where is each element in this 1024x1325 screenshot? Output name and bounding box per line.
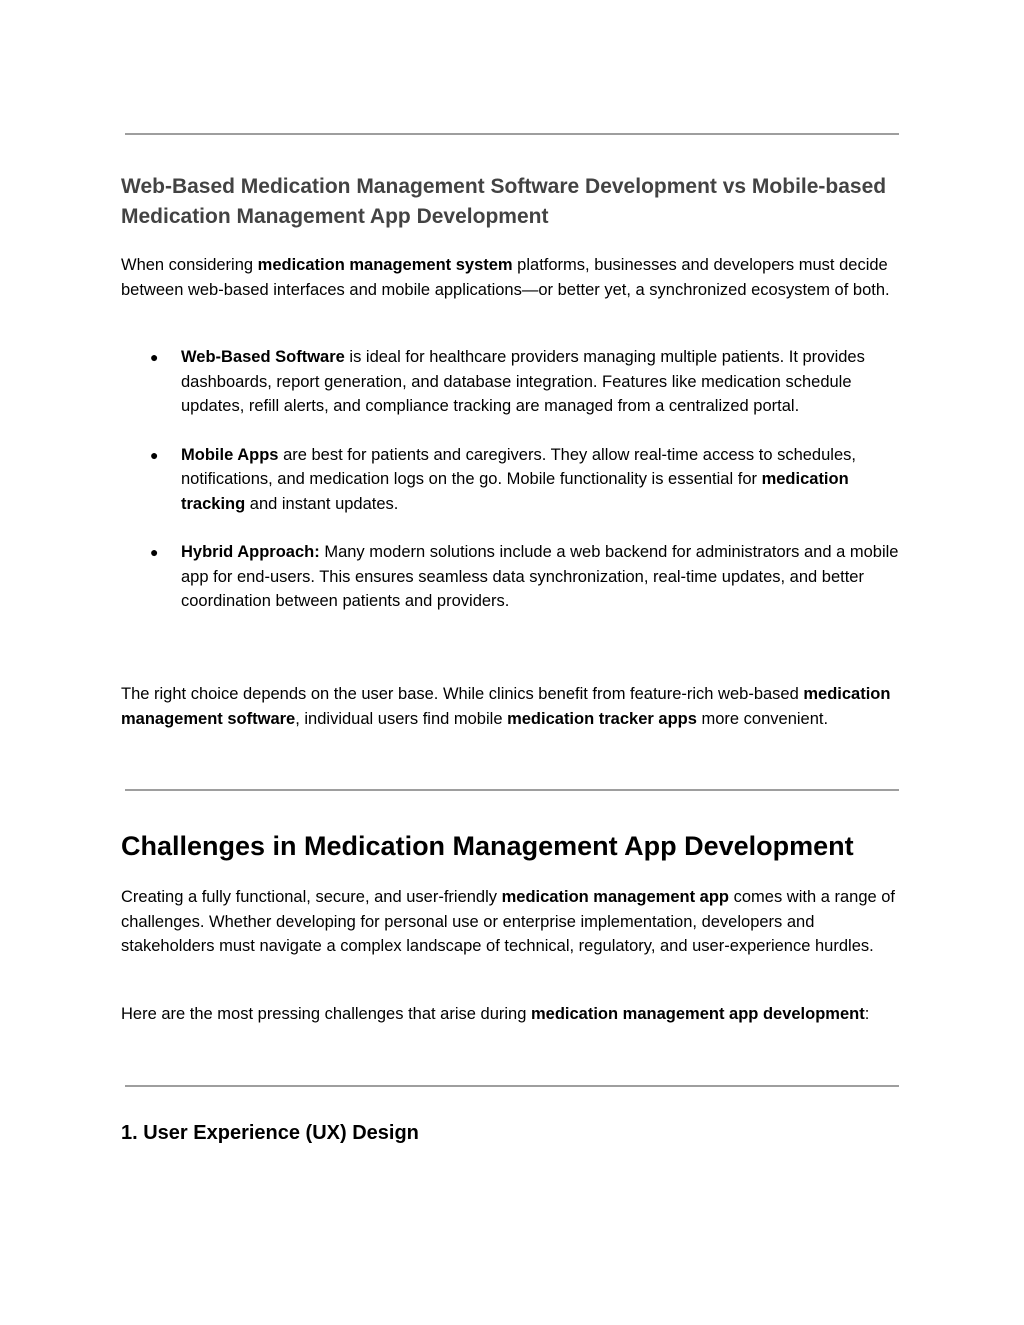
bold-keyword: medication tracker apps [507,709,697,728]
text-run: When considering [121,256,258,274]
text-run: Many modern solutions include a web backend for administrators and a mobile app for end-users. This ensures seamless data synchronization, real-time updates, and better coordination between patients and providers. [181,543,899,610]
intro-paragraph [121,253,901,302]
bullet-icon: ● [150,349,159,365]
challenges-lead-paragraph [121,1002,901,1027]
bold-keyword: medication tracking [181,470,849,513]
bullet-item-hybrid [150,540,900,614]
text-run: Here are the most pressing challenges that arise during [121,1005,531,1023]
horizontal-divider [125,1085,899,1087]
text-run: are best for patients and caregivers. They allow real-time access to schedules, notifications, and medication logs on the go. Mobile functionality is essential for [181,445,856,488]
bold-keyword: Hybrid Approach: [181,543,320,561]
bold-keyword: medication management system [257,256,513,274]
text-run: platforms, businesses and developers must decide between web-based interfaces and mobile applications—or better yet, a synchronized ecosystem of both. [121,256,890,299]
section-heading-ux-design: 1. User Experience (UX) Design [121,1122,419,1144]
horizontal-divider [125,789,899,791]
section-heading-web-vs-mobile: Web-Based Medication Management Software Development vs Mobile-based Medication Management App Development [121,175,887,228]
text-run: Creating a fully functional, secure, and user-friendly [121,888,502,906]
conclusion-paragraph [121,682,901,731]
section-heading-challenges: Challenges in Medication Management App Development [121,831,854,861]
bullet-icon: ● [150,544,159,560]
bold-keyword: Web-Based Software [181,348,345,366]
platform-bullet-list [150,345,900,614]
text-run: comes with a range of challenges. Whether developing for personal use or enterprise implementation, developers and stakeholders must navigate a complex landscape of technical, regulatory, and user-experience hurdles. [121,888,896,955]
challenges-intro-paragraph [121,885,901,959]
bold-keyword: medication management app [501,888,730,906]
text-run: more convenient. [696,709,829,728]
text-run: is ideal for healthcare providers managing multiple patients. It provides dashboards, report generation, and database integration. Features like medication schedule updates, refill alerts, and compliance tracking are managed from a centralized portal. [181,348,865,415]
text-run: The right choice depends on the user base. While clinics benefit from feature-rich web-based [121,685,804,703]
horizontal-divider [125,133,899,135]
text-run: and instant updates. [245,494,399,513]
bullet-icon: ● [150,446,159,463]
bullet-item-web-based [150,345,900,419]
bold-keyword: medication management software [121,685,891,728]
text-run: : [864,1005,870,1023]
bullet-item-mobile-apps [150,443,900,517]
bold-keyword: Mobile Apps [181,445,279,464]
bold-keyword: medication management app development [530,1005,865,1023]
text-run: , individual users find mobile [295,709,508,728]
